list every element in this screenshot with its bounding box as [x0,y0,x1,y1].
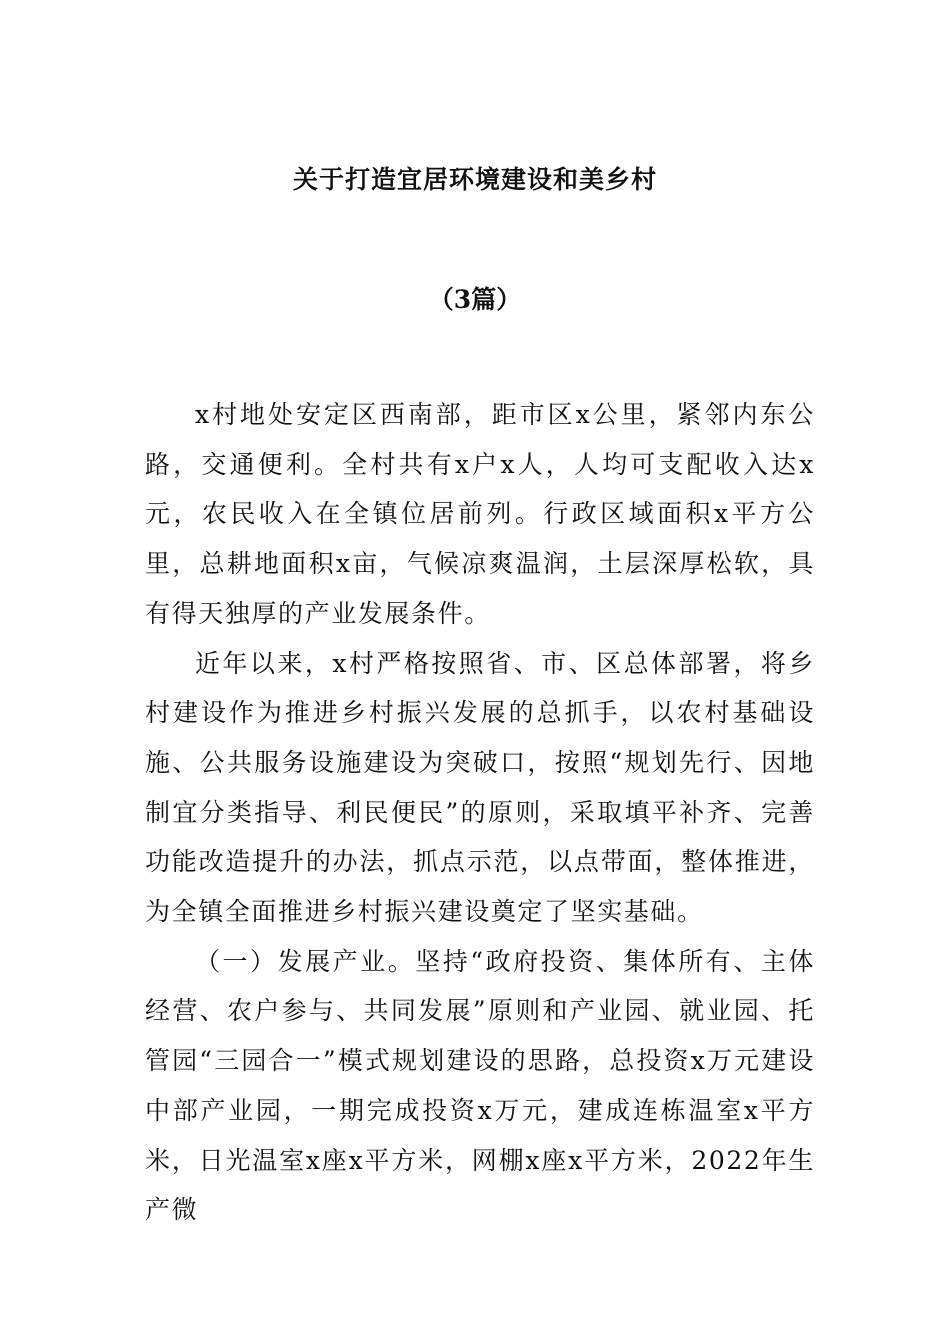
paragraph-develop-industry: （一）发展产业。坚持“政府投资、集体所有、主体经营、农户参与、共同发展”原则和产业园、就业园、托管园“三园合一”模式规划建设的思路，总投资x万元建设中部产业园，一期完成投资x万元，建成连栋温室x平方米，日光温室x座x平方米，网棚x座x平方米，2022年生产微 [145,946,815,1225]
paragraph-recent-progress: 近年以来，x村严格按照省、市、区总体部署，将乡村建设作为推进乡村振兴发展的总抓手，以农村基础设施、公共服务设施建设为突破口，按照“规划先行、因地制宜分类指导、利民便民”的原则，采取填平补齐、完善功能改造提升的办法，抓点示范，以点带面，整体推进，为全镇全面推进乡村振兴建设奠定了坚实基础。 [145,648,815,927]
document-subtitle: （3篇） [428,285,522,314]
document-title: 关于打造宜居环境建设和美乡村 [292,165,657,194]
paragraph-village-overview: x村地处安定区西南部，距市区x公里，紧邻内东公路，交通便利。全村共有x户x人，人均可支配收入达x元，农民收入在全镇位居前列。行政区域面积x平方公里，总耕地面积x亩，气候凉爽温润，土层深厚松软，具有得天独厚的产业发展条件。 [145,400,815,628]
document-body [145,390,815,1235]
